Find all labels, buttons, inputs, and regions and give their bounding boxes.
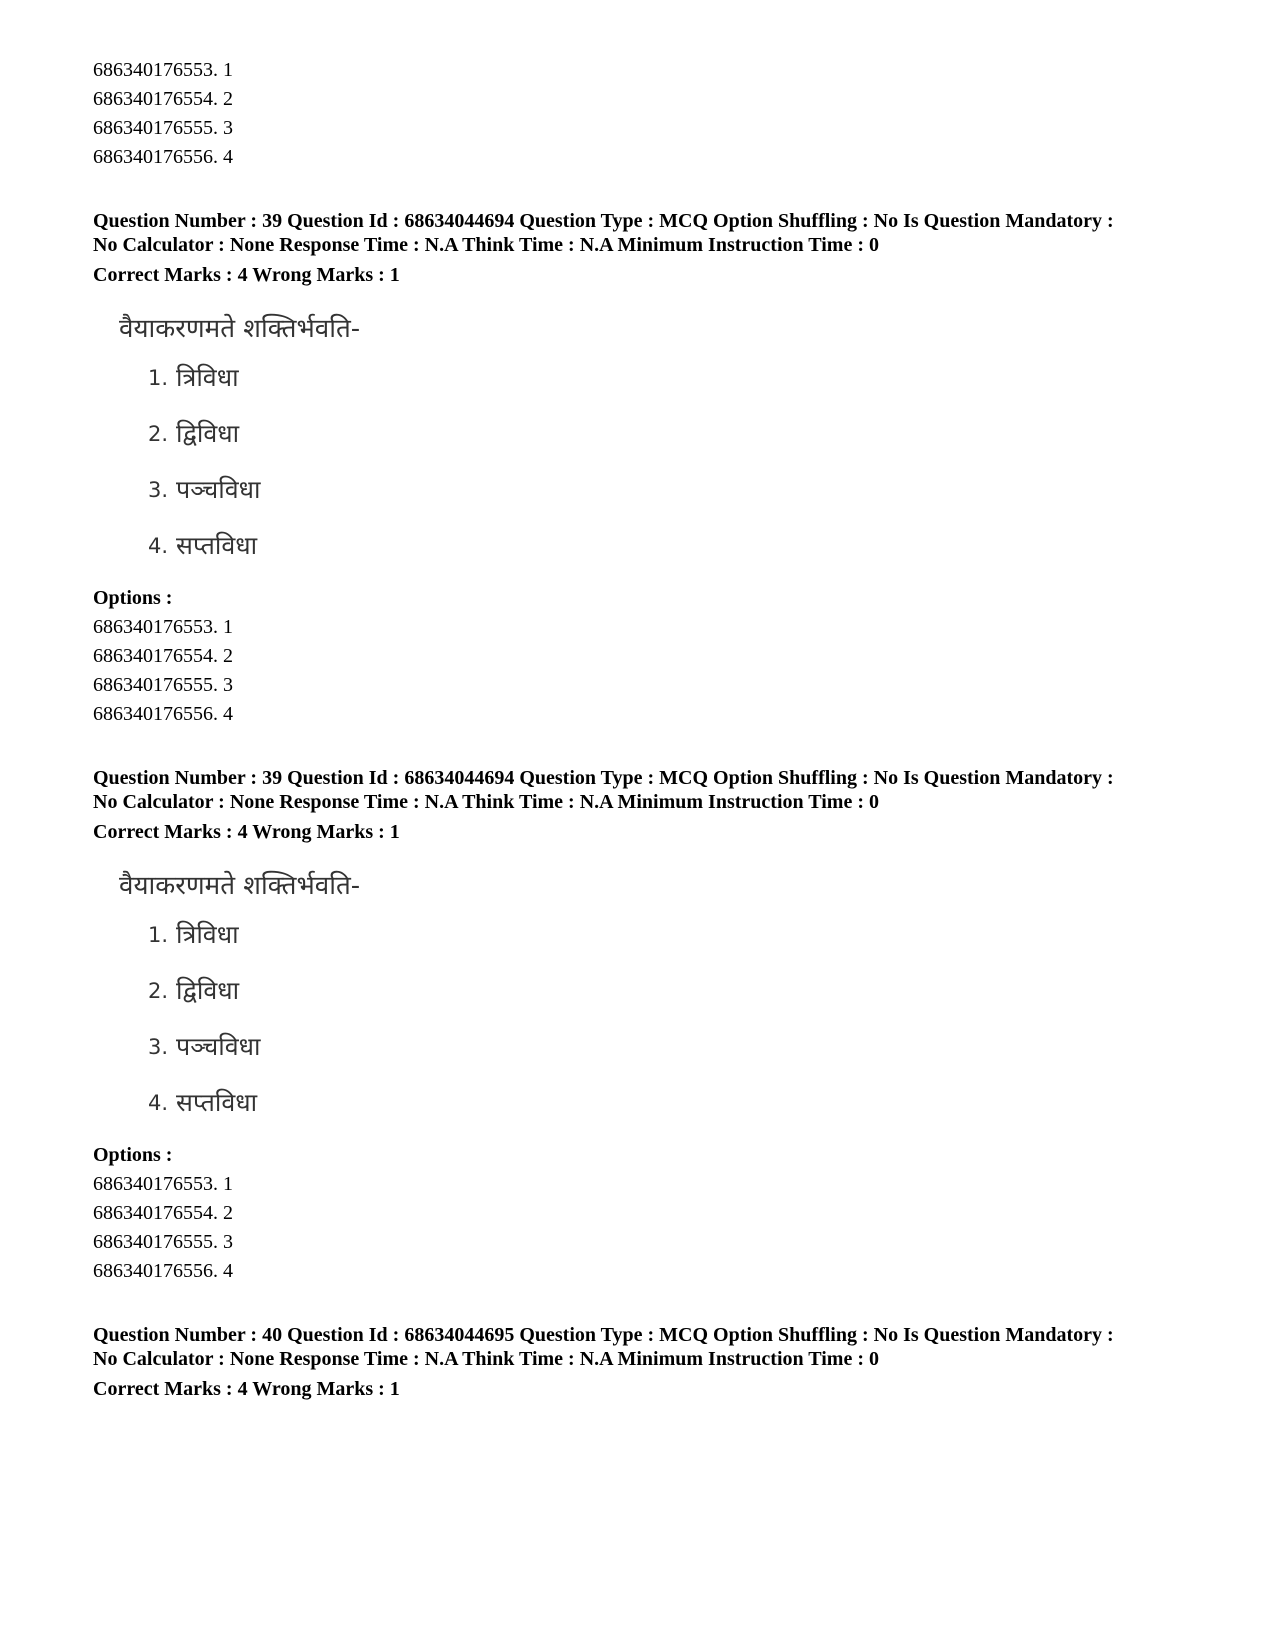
choice-number: 1. (148, 923, 169, 947)
question-header-line-1: Question Number : 39 Question Id : 68634044694 Question Type : MCQ Option Shuffling : No Is Question Mandatory : (93, 767, 1114, 789)
options-label: Options : (93, 587, 173, 609)
choice-number: 1. (148, 366, 169, 390)
question-header-line-2: No Calculator : None Response Time : N.A Think Time : N.A Minimum Instruction Time : 0 (93, 234, 879, 256)
choice-text: द्विविधा (176, 976, 240, 1005)
option-line: 686340176554. 2 (93, 1202, 233, 1224)
question-marks: Correct Marks : 4 Wrong Marks : 1 (93, 264, 400, 286)
option-line: 686340176556. 4 (93, 1260, 233, 1282)
question-choice (148, 462, 1203, 518)
choice-number: 3. (148, 1035, 169, 1059)
option-line: 686340176553. 1 (93, 616, 233, 638)
question-marks: Correct Marks : 4 Wrong Marks : 1 (93, 1378, 400, 1400)
option-line: 686340176555. 3 (93, 117, 233, 139)
document-page (93, 56, 1203, 1404)
question-choice (148, 518, 1203, 574)
option-line: 686340176554. 2 (93, 88, 233, 110)
question-header-line-1: Question Number : 39 Question Id : 68634044694 Question Type : MCQ Option Shuffling : No Is Question Mandatory : (93, 210, 1114, 232)
question-choice (148, 1075, 1203, 1131)
option-line: 686340176554. 2 (93, 645, 233, 667)
question-text: वैयाकरणमते शक्तिर्भवति- (119, 871, 361, 901)
question-header-line-2: No Calculator : None Response Time : N.A Think Time : N.A Minimum Instruction Time : 0 (93, 1348, 879, 1370)
option-line: 686340176556. 4 (93, 146, 233, 168)
option-line: 686340176553. 1 (93, 1173, 233, 1195)
choice-number: 2. (148, 422, 169, 446)
question-choice (148, 907, 1203, 963)
question-choices (148, 350, 1203, 574)
options-list (93, 613, 1203, 729)
question-block (93, 209, 1203, 729)
choice-number: 3. (148, 478, 169, 502)
question-choice (148, 350, 1203, 406)
option-line: 686340176553. 1 (93, 59, 233, 81)
choice-number: 4. (148, 534, 169, 558)
question-header-line-1: Question Number : 40 Question Id : 68634044695 Question Type : MCQ Option Shuffling : No Is Question Mandatory : (93, 1324, 1114, 1346)
question-choices (148, 907, 1203, 1131)
option-line: 686340176555. 3 (93, 1231, 233, 1253)
options-label: Options : (93, 1144, 173, 1166)
choice-text: सप्तविधा (176, 1088, 258, 1117)
options-list (93, 1170, 1203, 1286)
question-choice (148, 1019, 1203, 1075)
choice-text: पञ्चविधा (176, 1032, 261, 1061)
choice-number: 4. (148, 1091, 169, 1115)
question-text: वैयाकरणमते शक्तिर्भवति- (119, 314, 361, 344)
choice-text: त्रिविधा (176, 920, 239, 949)
choice-text: सप्तविधा (176, 531, 258, 560)
question-choice (148, 406, 1203, 462)
choice-text: द्विविधा (176, 419, 240, 448)
question-header-line-2: No Calculator : None Response Time : N.A Think Time : N.A Minimum Instruction Time : 0 (93, 791, 879, 813)
choice-text: पञ्चविधा (176, 475, 261, 504)
question-block (93, 766, 1203, 1286)
top-options-list (93, 56, 1203, 172)
choice-text: त्रिविधा (176, 363, 239, 392)
choice-number: 2. (148, 979, 169, 1003)
question-marks: Correct Marks : 4 Wrong Marks : 1 (93, 821, 400, 843)
question-block (93, 1323, 1203, 1404)
question-choice (148, 963, 1203, 1019)
option-line: 686340176556. 4 (93, 703, 233, 725)
option-line: 686340176555. 3 (93, 674, 233, 696)
